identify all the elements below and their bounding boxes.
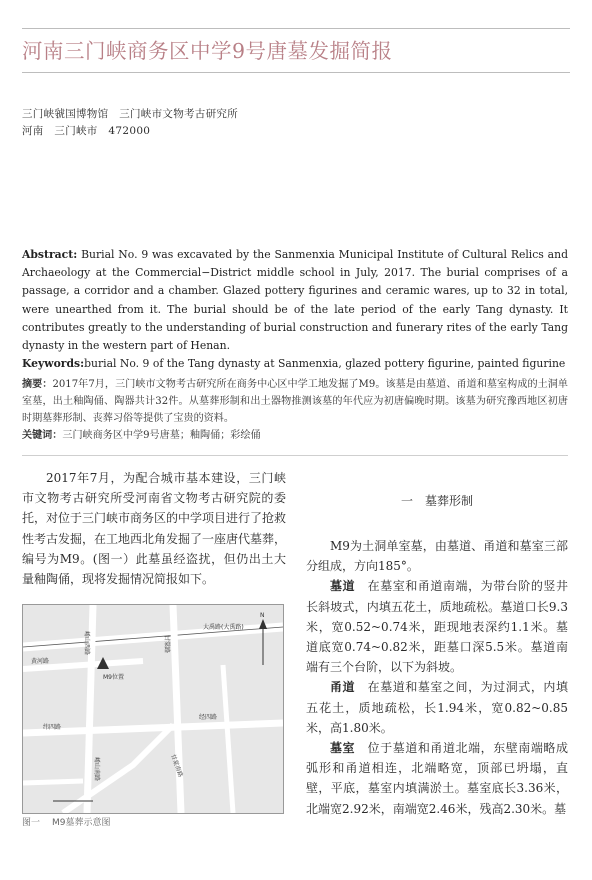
term-passage: 墓道	[330, 579, 356, 594]
paragraph-overview: M9为土洞单室墓，由墓道、甬道和墓室三部分组成，方向185°。	[306, 539, 568, 574]
label-road-huanghe: 黄河路	[31, 658, 50, 665]
figure-title: M9墓葬示意图	[52, 818, 111, 828]
label-road-weisi: 纬四路	[43, 724, 62, 731]
abstract-label: Abstract:	[22, 248, 78, 261]
chinese-abstract	[22, 376, 568, 444]
english-abstract	[22, 246, 568, 373]
chamber-text: 位于墓道和甬道北端，东壁南端略成弧形和甬道相连，北端略宽，顶部已坍塌，直壁，平底，墓室内填满淤土。墓室底长3.36米，北端宽2.92米，南端宽2.46米，残高2.30米。墓	[306, 741, 568, 816]
site-map	[23, 605, 283, 813]
road-south	[23, 781, 83, 783]
label-road-dayu: 大禹路(大禹路)	[203, 624, 244, 631]
term-corridor: 甬道	[330, 680, 356, 695]
label-road-gantang-south: 甘棠南路	[169, 753, 184, 779]
paragraph-passage	[306, 576, 568, 677]
keywords-label: Keywords:	[22, 357, 85, 371]
figure-caption	[22, 815, 123, 828]
label-north: N	[260, 612, 265, 619]
passage-text: 在墓室和甬道南端，为带台阶的竖井长斜坡式，内填五花土，质地疏松。墓道口长9.3米，宽0.52~0.74米，距现地表深约1.1米。墓道底宽0.74~0.82米，距墓口深5.5米。墓道南端有三个台阶，以下为斜坡。	[306, 579, 568, 675]
title-bottom-rule	[22, 72, 570, 73]
label-road-jingsi: 经四路	[199, 714, 218, 721]
paragraph-corridor	[306, 677, 568, 738]
left-column	[22, 468, 286, 589]
abstract-divider	[22, 455, 568, 456]
keywords-text: burial No. 9 of the Tang dynasty at Sanmenxia, glazed pottery figurine, painted figurine	[84, 357, 566, 371]
cn-keywords-label: 关键词：	[22, 430, 63, 441]
corridor-text: 在墓道和墓室之间，为过洞式，内填五花土，质地疏松，长1.94米，宽0.82~0.85米，高1.80米。	[306, 680, 568, 735]
right-column	[306, 536, 568, 819]
section-heading: 一 墓葬形制	[400, 494, 473, 508]
abstract-text: Burial No. 9 was excavated by the Sanmenxia Municipal Institute of Cultural Relics and Archaeology at the Commercial−District middle school in July, 2017. The burial comprises of a passage, a corridor and a chamber. Glazed pottery figurines and ceramic wares, up to 32 in total, were unearthed from it. The burial should be of the late period of the early Tang dynasty. It contributes greatly to the understanding of burial construction and funerary rites of the early Tang dynasty in the western part of Henan.	[22, 248, 568, 353]
page-title: 河南三门峡商务区中学9号唐墓发掘简报	[22, 39, 393, 63]
label-road-gantang: 甘棠路	[163, 635, 170, 654]
term-chamber: 墓室	[330, 741, 356, 756]
paragraph-chamber	[306, 738, 568, 819]
cn-abstract-label: 摘要：	[22, 379, 53, 390]
label-site: M9位置	[103, 674, 124, 681]
site-map-figure	[22, 604, 284, 814]
author-affiliation: 三门峡虢国博物馆 三门峡市文物考古研究所	[22, 108, 238, 120]
figure-number: 图一	[22, 818, 41, 828]
intro-paragraph: 2017年7月，为配合城市基本建设，三门峡市文物考古研究所受河南省文物考古研究院的委托，对位于三门峡市商务区的中学项目进行了抢救性考古发掘，在工地西北角发掘了一座唐代墓葬，编号为M9。(图一）此墓虽经盗扰，但仍出土大量釉陶俑，现将发掘情况简报如下。	[22, 471, 287, 587]
cn-abstract-text: 2017年7月，三门峡市文物考古研究所在商务中心区中学工地发掘了M9。该墓是由墓道、甬道和墓室构成的土洞单室墓，出土釉陶俑、陶器共计32件。从墓葬形制和出土器物推测该墓的年代应为初唐偏晚时期。该墓为研究豫西地区初唐时期墓葬形制、丧葬习俗等提供了宝贵的资料。	[22, 379, 568, 424]
label-road-xiaoshan-south: 崤山南路	[93, 757, 100, 782]
cn-keywords-text: 三门峡商务区中学9号唐墓；釉陶俑；彩绘俑	[62, 430, 261, 441]
label-road-xiaoshan-west: 崤山西路	[83, 631, 90, 656]
title-top-rule	[22, 28, 570, 29]
author-address: 河南 三门峡市 472000	[22, 125, 151, 137]
